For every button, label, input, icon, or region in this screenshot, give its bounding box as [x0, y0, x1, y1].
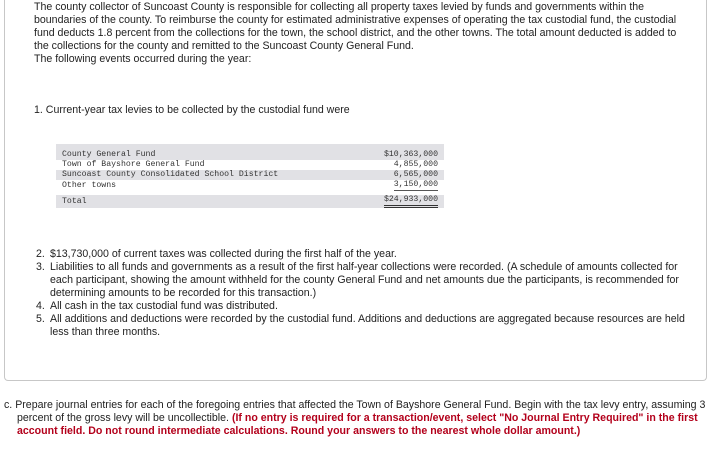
event-1-number: 1. — [34, 104, 43, 116]
event-text: All additions and deductions were recorded by the custodial fund. Additions and deductions are aggregated because resources are held less than three months. — [50, 313, 685, 338]
event-text: $13,730,000 of current taxes was collected during the first half of the year. — [50, 248, 397, 260]
total-amount: $24,933,000 — [384, 195, 438, 208]
event-text: All cash in the tax custodial fund was distributed. — [50, 300, 278, 312]
part-c-label: c. — [4, 399, 13, 411]
list-item — [36, 248, 686, 261]
event-number: 2. — [36, 248, 45, 260]
levy-amount: 4,855,000 — [393, 160, 438, 169]
levy-label: County General Fund — [56, 150, 357, 160]
part-c-prompt — [4, 399, 708, 438]
total-label: Total — [56, 195, 357, 208]
table-row — [56, 170, 444, 180]
event-number: 4. — [36, 300, 45, 312]
events-list — [36, 248, 686, 339]
event-1-text: Current-year tax levies to be collected by the custodial fund were — [45, 104, 350, 116]
levy-label: Other towns — [62, 180, 117, 190]
levy-amount: 3,150,000 — [393, 180, 438, 189]
table-row — [56, 180, 444, 191]
levy-label: Town of Bayshore General Fund — [62, 160, 205, 169]
table-row — [56, 150, 444, 160]
tax-levy-table — [56, 144, 444, 208]
event-1 — [34, 104, 350, 117]
list-item — [36, 313, 686, 339]
intro-paragraph: The county collector of Suncoast County is responsible for collecting all property taxes levied by funds and governments within the boundaries of the county. To reimburse the county for estimated administrative expenses of operating the tax custodial fund, the custodial fund deducts 1.8 percent from the collections for the town, the school district, and the other towns. The total amount deducted is added to the collections for the county and remitted to the Suncoast County General Fund. — [34, 1, 677, 52]
list-item — [36, 261, 686, 300]
events-lead: The following events occurred during the year: — [34, 53, 252, 65]
part-c-instruction: (If no entry is required for a transaction/event, select "No Journal Entry Required" in the first account field. Do not round intermediate calculations. Round your answers to the nearest whole dollar amount.) — [17, 412, 698, 437]
levy-amount: 6,565,000 — [357, 170, 444, 180]
table-row — [56, 160, 444, 170]
event-number: 3. — [36, 261, 45, 273]
part-c-text: Prepare journal entries for each of the foregoing entries that affected the Town of Bayshore General Fund. Begin with the tax levy entry, assuming 3 percent of the gross levy will be uncollectible. — [15, 399, 706, 424]
levy-amount: $10,363,000 — [357, 150, 444, 160]
table-total-row — [56, 195, 444, 208]
levy-amount-cell — [357, 180, 444, 191]
total-amount-cell — [357, 195, 444, 208]
list-item — [36, 300, 686, 313]
problem-intro — [34, 1, 684, 66]
event-number: 5. — [36, 313, 45, 325]
event-text: Liabilities to all funds and governments as a result of the first half-year collections were recorded. (A schedule of amounts collected for each participant, showing the amount withheld for the county General Fund and net amounts due the participants, is recommended for determining amounts to be recorded for this transaction.) — [50, 261, 679, 299]
levy-label: Suncoast County Consolidated School District — [56, 170, 357, 180]
